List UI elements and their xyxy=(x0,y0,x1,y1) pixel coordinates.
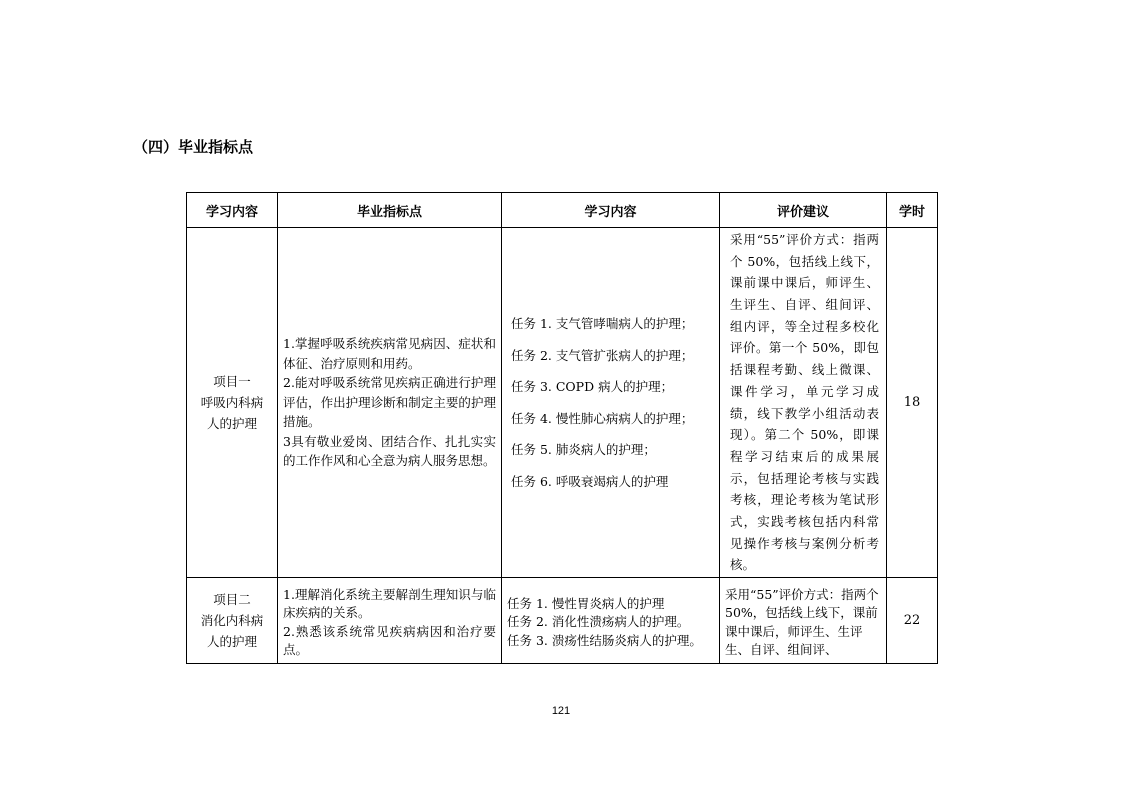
header-evaluation: 评价建议 xyxy=(720,193,887,228)
task-item: 任务 2. 支气管扩张病人的护理； xyxy=(511,347,694,363)
project-cell xyxy=(187,578,278,664)
task-item: 任务 1. 慢性胃炎病人的护理 xyxy=(507,595,665,611)
evaluation-cell xyxy=(720,578,887,664)
curriculum-table xyxy=(186,192,938,664)
project-line: 人的护理 xyxy=(206,416,257,431)
header-learning-tasks: 学习内容 xyxy=(502,193,720,228)
task-item: 任务 3. COPD 病人的护理； xyxy=(511,379,674,394)
project-cell xyxy=(187,228,278,578)
project-line: 消化内科病 xyxy=(200,613,264,628)
header-graduation-indicators: 毕业指标点 xyxy=(278,193,502,228)
task-item: 任务 3. 溃疡性结肠炎病人的护理。 xyxy=(507,632,702,648)
indicators-cell xyxy=(278,228,502,578)
project-line: 呼吸内科病 xyxy=(200,395,264,410)
tasks-cell xyxy=(502,228,720,578)
evaluation-text: 采用“55”评价方式：指两个 50%，包括线上线下，课前课中课后，师评生、生评生、自评、组间评、组内评，等全过程多校化评价。第一个 50%，即包括课程考勤、线上微课、课件学习，单元学习成绩，线下教学小组活动表现）。第二个 50%，即课程学习结束后的成果展示，包括理论考核与实践考核，理论考核为笔试形式，实践考核包括内科常见操作考核与案例分析考核。 xyxy=(730,231,879,573)
project-line: 项目一 xyxy=(213,374,251,389)
evaluation-text: 采用“55”评价方式：指两个 50%，包括线上线下，课前课中课后，师评生、生评生、自评、组间评、 xyxy=(725,586,879,657)
task-item: 任务 2. 消化性溃疡病人的护理。 xyxy=(507,614,690,630)
evaluation-cell xyxy=(720,228,887,578)
project-line: 项目二 xyxy=(213,592,251,607)
header-hours: 学时 xyxy=(887,193,938,228)
header-learning-content: 学习内容 xyxy=(187,193,278,228)
section-title: （四）毕业指标点 xyxy=(133,138,254,156)
project-line: 人的护理 xyxy=(206,634,257,649)
table-row xyxy=(187,578,938,664)
tasks-cell xyxy=(502,578,720,664)
indicator-item: 2.熟悉该系统常见疾病病因和治疗要点。 xyxy=(283,623,496,657)
hours-cell: 22 xyxy=(887,578,938,664)
task-item: 任务 4. 慢性肺心病病人的护理； xyxy=(511,410,694,426)
task-item: 任务 6. 呼吸衰竭病人的护理 xyxy=(511,473,669,489)
hours-cell: 18 xyxy=(887,228,938,578)
indicators-cell xyxy=(278,578,502,664)
indicator-item: 1.理解消化系统主要解剖生理知识与临床疾病的关系。 xyxy=(283,586,496,620)
indicator-item: 1.掌握呼吸系统疾病常见病因、症状和体征、治疗原则和用药。 xyxy=(283,336,496,371)
page-number: 121 xyxy=(551,705,571,717)
table-row xyxy=(187,228,938,578)
task-item: 任务 5. 肺炎病人的护理； xyxy=(511,442,656,457)
indicator-item: 3具有敬业爱岗、团结合作、扎扎实实的工作作风和心全意为病人服务思想。 xyxy=(283,433,496,469)
task-item: 任务 1. 支气管哮喘病人的护理； xyxy=(511,316,694,331)
table-header-row xyxy=(187,193,938,228)
indicator-item: 2.能对呼吸系统常见疾病正确进行护理评估，作出护理诊断和制定主要的护理措施。 xyxy=(283,375,496,430)
